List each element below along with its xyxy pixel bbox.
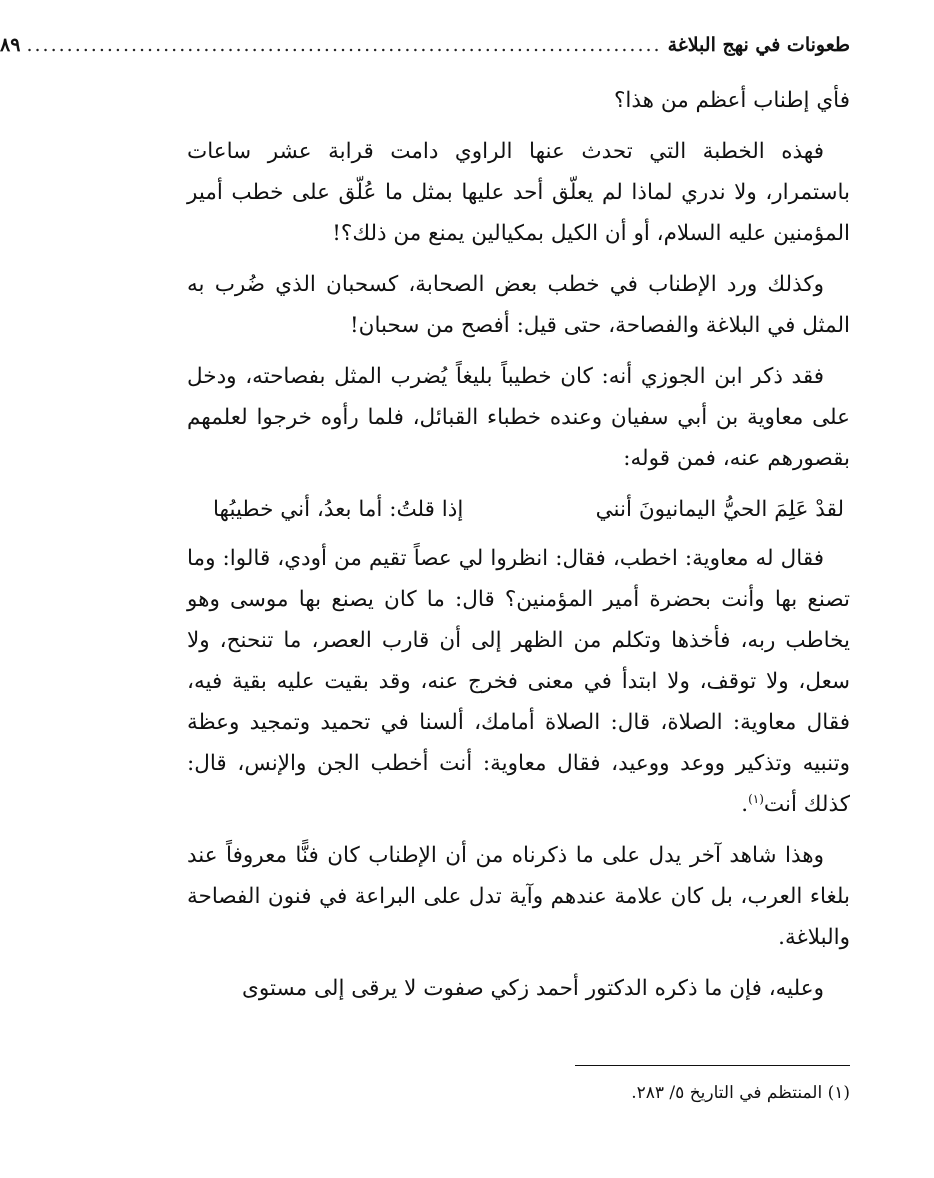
running-title: طعونات في نهج البلاغة — [667, 34, 850, 56]
paragraph: فأي إطناب أعظم من هذا؟ — [614, 88, 850, 113]
footnote-reference[interactable]: (١) — [748, 791, 764, 806]
paragraph: فقد ذكر ابن الجوزي أنه: كان خطيباً بليغاً يُضرب المثل بفصاحته، ودخل على معاوية بن أبي سفيان وعنده خطباء القبائل، فلما رأوه خرجوا لعلمهم بقصورهم عنه، فمن قوله: — [187, 364, 850, 471]
footnote: (١) المنتظم في التاريخ ٥/ ٢٨٣. — [631, 1083, 850, 1103]
paragraph-trail: . — [741, 792, 749, 817]
paragraph: وعليه، فإن ما ذكره الدكتور أحمد زكي صفوت لا يرقى إلى مستوى — [242, 976, 824, 1001]
verse-second-hemistich: إذا قلتُ: أما بعدُ، أني خطيبُها — [213, 497, 464, 522]
paragraph: وكذلك ورد الإطناب في خطب بعض الصحابة، كسحبان الذي ضُرب به المثل في البلاغة والفصاحة، حتى قيل: أفصح من سحبان! — [187, 272, 850, 338]
page-number: ٨٩ — [0, 34, 21, 56]
verse-first-hemistich: لقدْ عَلِمَ الحيُّ اليمانيونَ أنني — [595, 497, 844, 522]
paragraph: وهذا شاهد آخر يدل على ما ذكرناه من أن الإطناب كان فنًّا معروفاً عند بلغاء العرب، بل كان علامة عندهم وآية تدل على البراعة في فنون الفصاحة والبلاغة. — [187, 843, 850, 950]
poetry-verse — [187, 489, 850, 530]
paragraph-text: فقال له معاوية: اخطب، فقال: انظروا لي عصاً تقيم من أودي، قالوا: وما تصنع بها وأنت بحضرة أمير المؤمنين؟ قال: ما كان يصنع بها موسى وهو يخاطب ربه، فأخذها وتكلم من الظهر إلى أن قارب العصر، ما تنحنح، ولا سعل، ولا توقف، ولا ابتدأ في معنى فخرج عنه، وقد بقيت عليه بقية فيه، فقال معاوية: الصلاة، قال: الصلاة أمامك، ألسنا في تحميد وتمجيد وعظة وتنبيه وتذكير ووعد ووعيد، فقال معاوية: أنت أخطب الجن والإنس، قال: كذلك أنت — [187, 546, 850, 817]
leader-dots: ............................................................................... — [26, 34, 662, 56]
page-body — [187, 80, 850, 1019]
running-header — [0, 30, 850, 60]
paragraph: فهذه الخطبة التي تحدث عنها الراوي دامت قرابة عشر ساعات باستمرار، ولا ندري لماذا لم يعلّق أحد عليها بمثل ما عُلّق على خطب أمير المؤمنين عليه السلام، أو أن الكيل بمكيالين يمنع من ذلك؟! — [187, 139, 850, 246]
paragraph — [187, 538, 850, 825]
footnote-separator — [575, 1065, 850, 1066]
